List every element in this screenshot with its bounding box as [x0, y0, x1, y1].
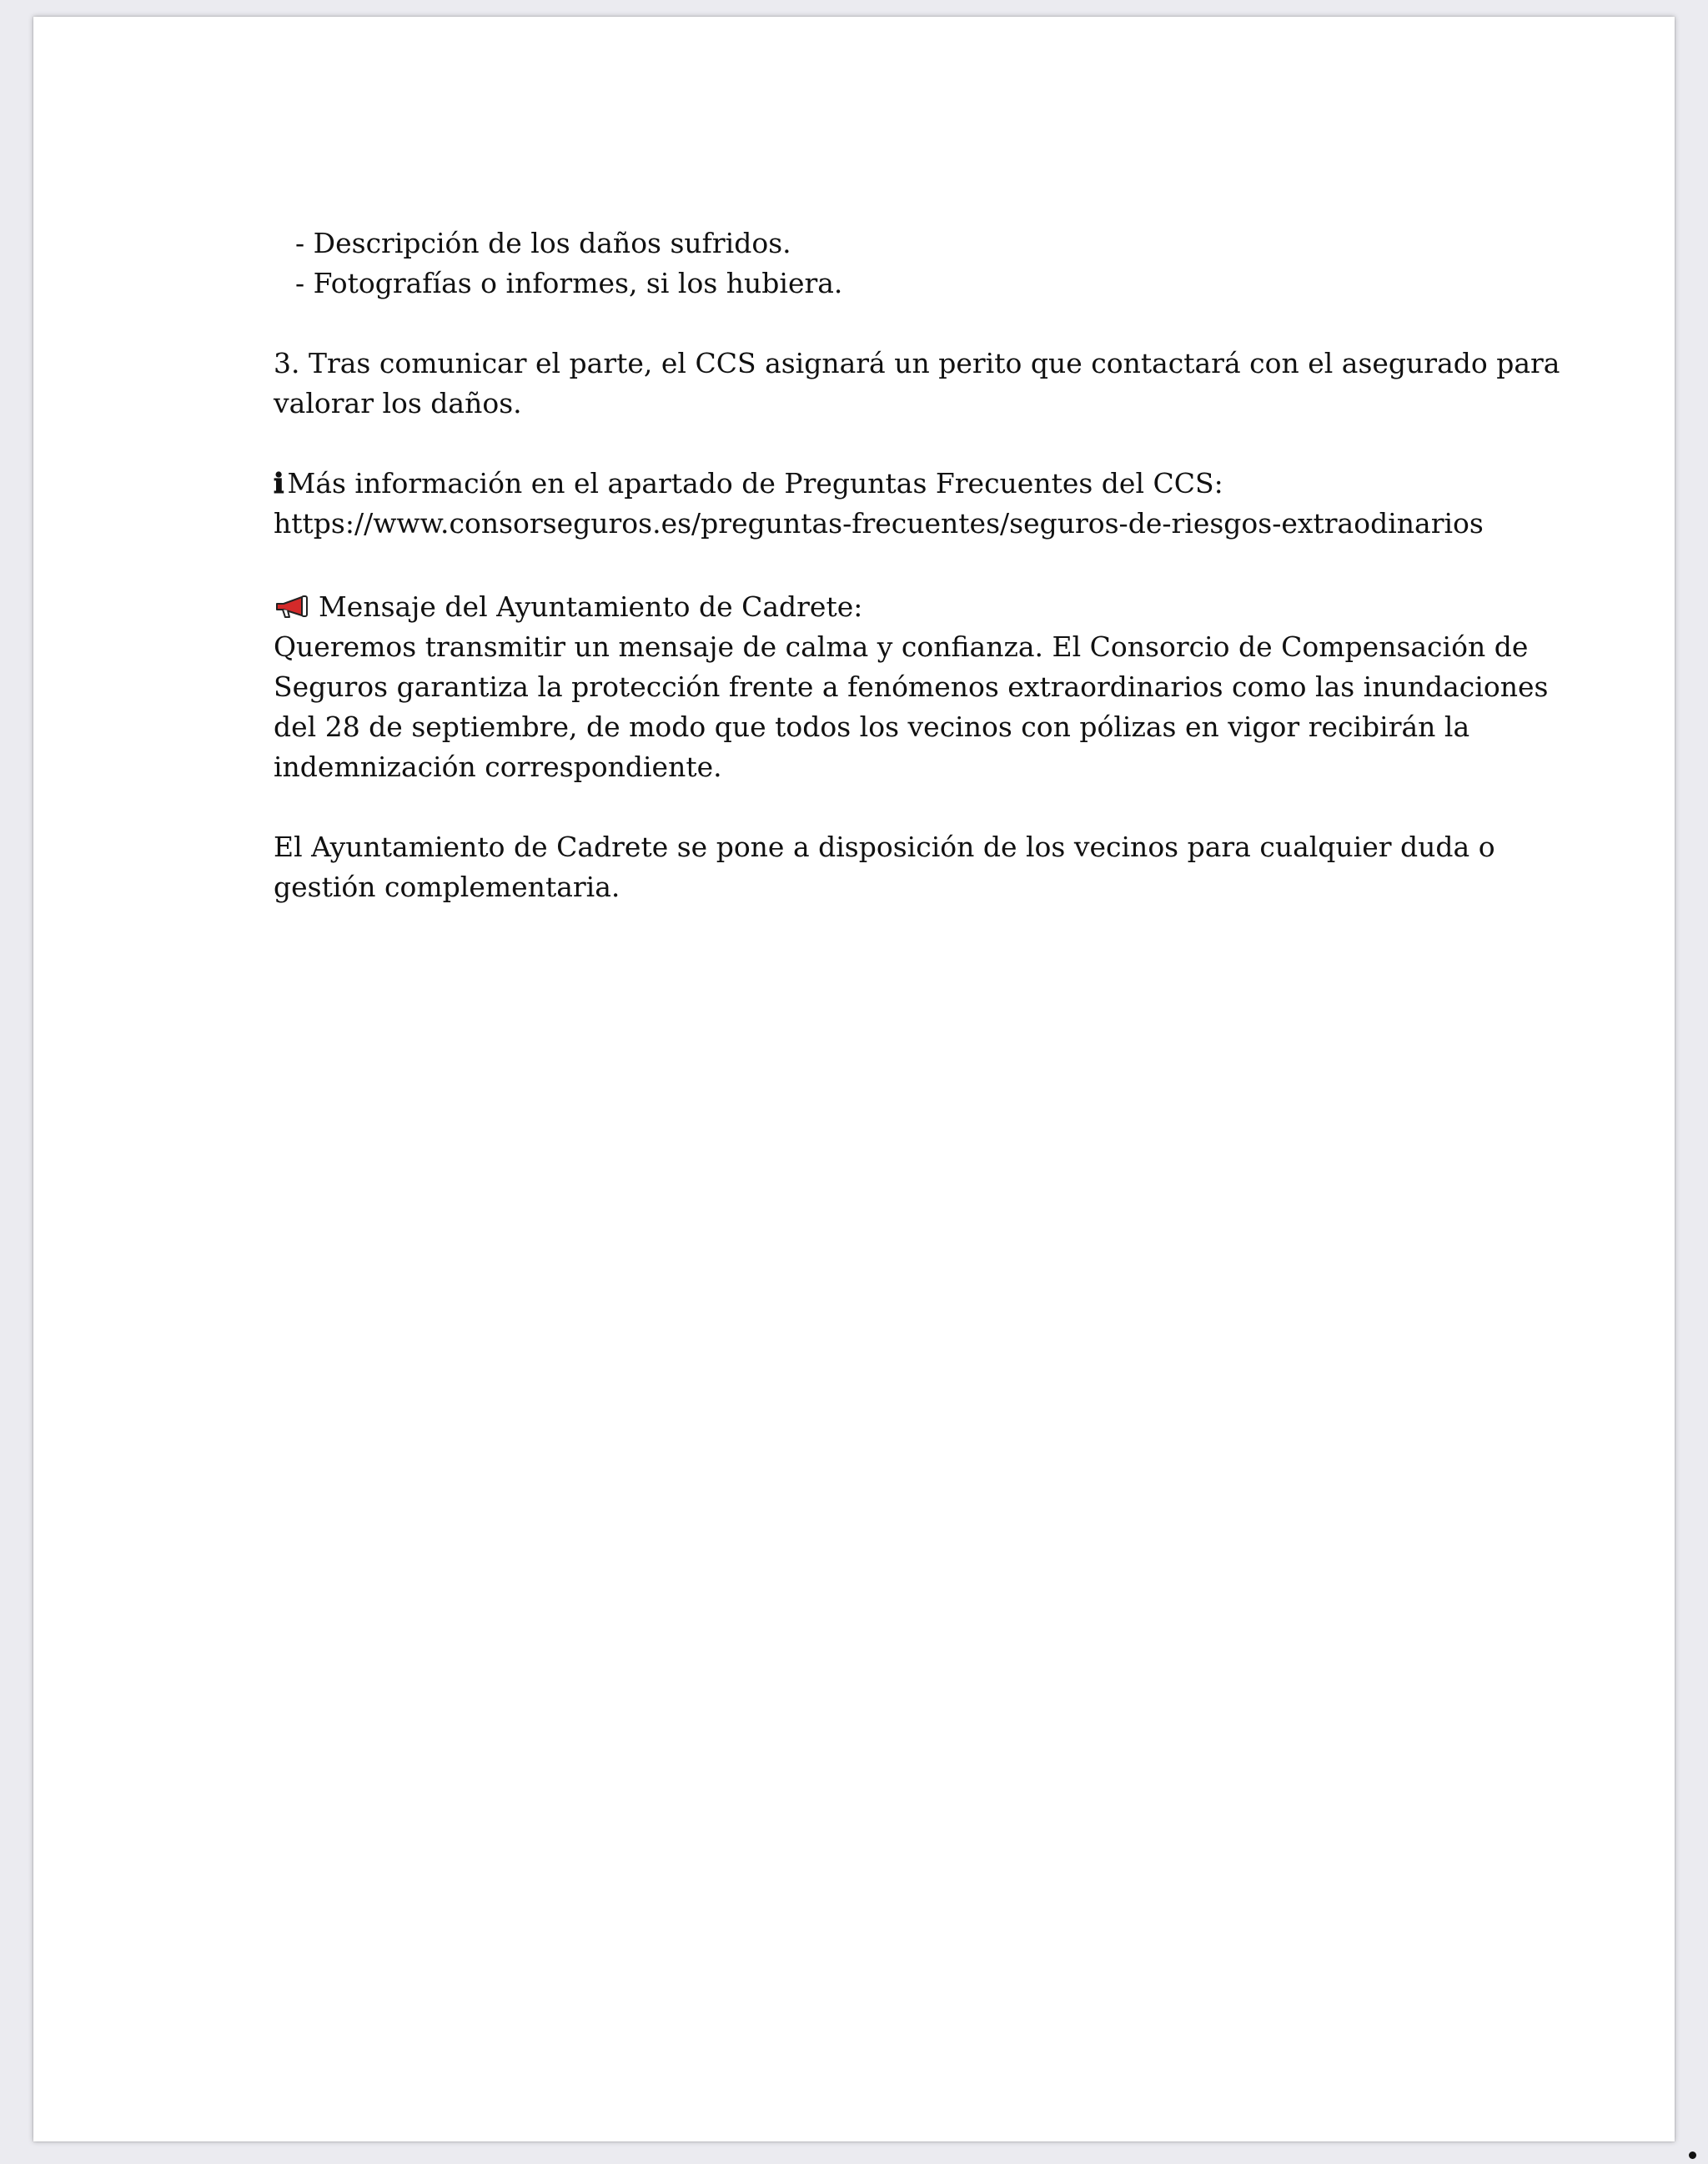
bullet-damage-description: - Descripción de los daños sufridos. [295, 227, 791, 259]
megaphone-icon [274, 595, 310, 620]
bullet-photos-reports: - Fotografías o informes, si los hubiera. [295, 267, 843, 299]
message-heading-line [274, 587, 1483, 627]
info-text: Más información en el apartado de Preguntas Frecuentes del CCS: [287, 467, 1223, 500]
document-page [33, 17, 1675, 2141]
info-line [274, 464, 1483, 504]
message-line-3: del 28 de septiembre, de modo que todos los vecinos con pólizas en vigor recibirán la [274, 710, 1470, 743]
message-heading: Mensaje del Ayuntamiento de Cadrete: [319, 590, 863, 623]
step-3-line-1: 3. Tras comunicar el parte, el CCS asignará un perito que contactará con el asegurado para [274, 347, 1560, 379]
message-line-2: Seguros garantiza la protección frente a fenómenos extraordinarios como las inundaciones [274, 670, 1549, 703]
corner-dot [1689, 2151, 1696, 2159]
closing-line-1: El Ayuntamiento de Cadrete se pone a disposición de los vecinos para cualquier duda o [274, 831, 1495, 863]
information-icon: ℹ [274, 467, 284, 500]
closing-line-2: gestión complementaria. [274, 871, 620, 903]
step-3-line-2: valorar los daños. [274, 387, 522, 419]
page-content [274, 223, 1560, 907]
message-line-1: Queremos transmitir un mensaje de calma y confianza. El Consorcio de Compensación de [274, 630, 1529, 663]
spacer [274, 424, 1483, 464]
spacer [274, 304, 1483, 344]
spacer [274, 544, 1483, 587]
spacer [274, 787, 1483, 827]
message-line-4: indemnización correspondiente. [274, 751, 722, 783]
faq-link[interactable]: https://www.consorseguros.es/preguntas-frecuentes/seguros-de-riesgos-extraodinarios [274, 507, 1484, 540]
